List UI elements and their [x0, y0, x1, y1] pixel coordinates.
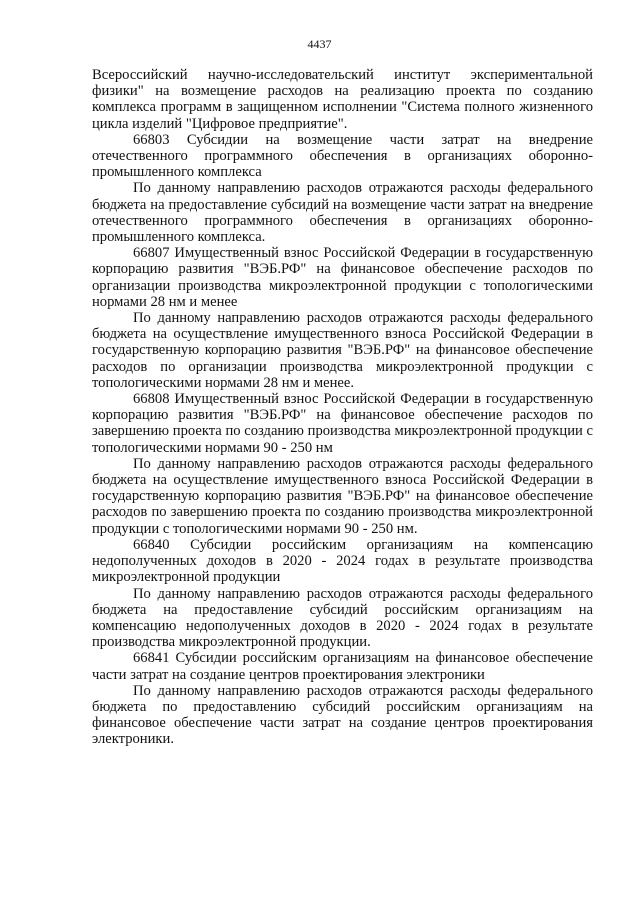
- paragraph-description-66841: По данному направлению расходов отражаются расходы федерального бюджета по предоставлению субсидий российским организациям на финансовое обеспечение части затрат на создание центров проектирования электроники.: [92, 682, 593, 748]
- paragraph-heading-66840: 66840 Субсидии российским организациям на компенсацию недополученных доходов в 2020 - 2024 годах в результате производства микроэлектронной продукции: [92, 536, 593, 586]
- page-number: 4437: [307, 37, 332, 51]
- paragraph-heading-66807: 66807 Имущественный взнос Российской Федерации в государственную корпорацию развития "ВЭБ.РФ" на финансовое обеспечение расходов по организации производства микроэлектронной продукции с топологическими нормами 28 нм и менее: [92, 245, 593, 310]
- paragraph-continuation: Всероссийский научно-исследовательский институт экспериментальной физики" на возмещение расходов на реализацию проекта по созданию комплекса программ в защищенном исполнении "Система полного жизненного цикла изделий "Цифровое предприятие".: [92, 67, 593, 132]
- paragraph-heading-66803: 66803 Субсидии на возмещение части затрат на внедрение отечественного программного обеспечения в организациях оборонно-промышленного комплекса: [92, 131, 593, 181]
- paragraph-heading-66841: 66841 Субсидии российским организациям на финансовое обеспечение части затрат на создание центров проектирования электроники: [92, 650, 593, 683]
- paragraph-description-66807: По данному направлению расходов отражаются расходы федерального бюджета на осуществление имущественного взноса Российской Федерации в государственную корпорацию развития "ВЭБ.РФ" на финансовое обеспечение расходов по организации производства микроэлектронной продукции с топологическими нормами 28 нм и менее.: [92, 310, 593, 391]
- paragraph-description-66808: По данному направлению расходов отражаются расходы федерального бюджета на осуществление имущественного взноса Российской Федерации в государственную корпорацию развития "ВЭБ.РФ" на финансовое обеспечение расходов по завершению проекта по созданию производства микроэлектронной продукции с топологическими нормами 90 - 250 нм.: [92, 455, 593, 537]
- paragraph-description-66803: По данному направлению расходов отражаются расходы федерального бюджета на предоставление субсидий на возмещение части затрат на внедрение отечественного программного обеспечения в организациях оборонно-промышленного комплекса.: [92, 180, 593, 246]
- document-body: [92, 67, 593, 748]
- paragraph-heading-66808: 66808 Имущественный взнос Российской Федерации в государственную корпорацию развития "ВЭБ.РФ" на финансовое обеспечение расходов по завершению проекта по созданию производства микроэлектронной продукции с топологическими нормами 90 - 250 нм: [92, 391, 593, 456]
- paragraph-description-66840: По данному направлению расходов отражаются расходы федерального бюджета на предоставление субсидий российским организациям на компенсацию недополученных доходов в 2020 - 2024 годах в результате производства микроэлектронной продукции.: [92, 585, 593, 651]
